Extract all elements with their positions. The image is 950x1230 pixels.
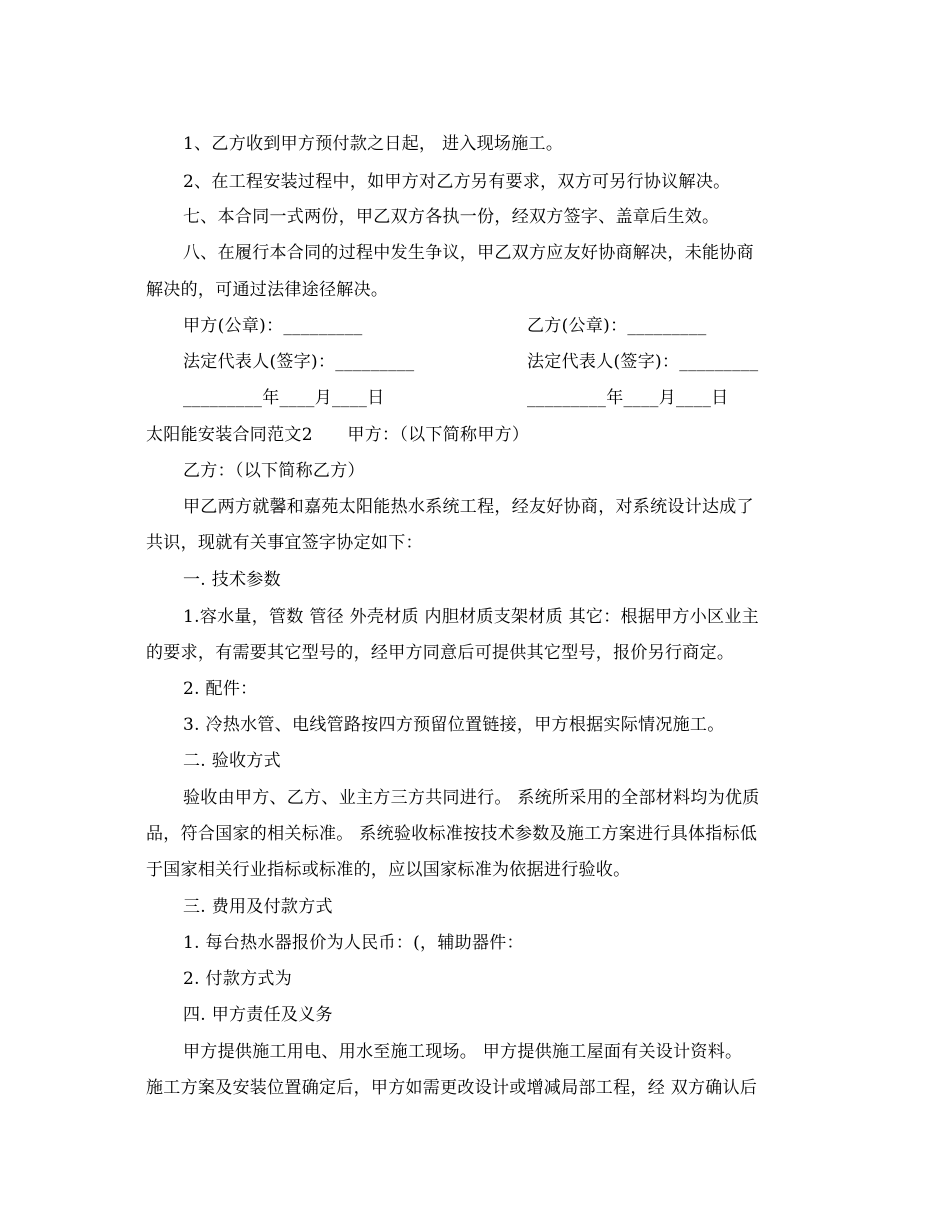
section-2-line-3: 于国家相关行业指标或标准的，应以国家标准为依据进行验收。 — [146, 860, 631, 880]
section-4-line-2: 施工方案及安装位置确定后，甲方如需更改设计或增减局部工程，经 双方确认后 — [146, 1078, 758, 1098]
clause-seven: 七、本合同一式两份，甲乙双方各执一份，经双方签字、盖章后生效。 — [183, 207, 720, 227]
clause-1: 1、乙方收到甲方预付款之日起， 进入现场施工。 — [183, 134, 564, 154]
section-4-heading: 四. 甲方责任及义务 — [183, 1005, 333, 1025]
party-b-seal: 乙方(公章)：_________ — [527, 316, 707, 336]
section-2-line-2: 品，符合国家的相关标准。 系统验收标准按技术参数及施工方案进行具体指标低 — [146, 824, 758, 844]
clause-eight-line-2: 解决的，可通过法律途径解决。 — [146, 280, 389, 300]
party-a-date: _________年____月____日 — [183, 388, 385, 408]
section-1-item-3: 3. 冷热水管、电线管路按四方预留位置链接，甲方根据实际情况施工。 — [183, 715, 725, 735]
section-3-item-1: 1. 每台热水器报价为人民币：(，辅助器件： — [183, 933, 524, 953]
intro-line-1: 甲乙两方就馨和嘉苑太阳能热水系统工程，经友好协商，对系统设计达成了 — [183, 497, 754, 517]
party-b-date: _________年____月____日 — [527, 388, 729, 408]
party-b-intro: 乙方：（以下简称乙方） — [183, 461, 365, 481]
section-3-item-2: 2. 付款方式为 — [183, 969, 293, 989]
section-2-heading: 二. 验收方式 — [183, 751, 281, 771]
section-1-item-1-line-2: 的要求，有需要其它型号的，经甲方同意后可提供其它型号，报价另行商定。 — [146, 643, 735, 663]
section-1-item-2: 2. 配件： — [183, 679, 258, 699]
section-2-line-1: 验收由甲方、乙方、业主方三方共同进行。 系统所采用的全部材料均为优质 — [183, 788, 760, 808]
section-3-heading: 三. 费用及付款方式 — [183, 897, 333, 917]
party-a-representative: 法定代表人(签字)：_________ — [183, 352, 415, 372]
clause-2: 2、在工程安装过程中，如甲方对乙方另有要求，双方可另行协议解决。 — [183, 172, 731, 192]
section-1-heading: 一. 技术参数 — [183, 570, 281, 590]
second-contract-title: 太阳能安装合同范文2 甲方：（以下简称甲方） — [146, 425, 530, 445]
clause-eight-line-1: 八、在履行本合同的过程中发生争议，甲乙双方应友好协商解决，未能协商 — [183, 243, 754, 263]
section-1-item-1-line-1: 1.容水量，管数 管径 外壳材质 内胆材质支架材质 其它：根据甲方小区业主 — [183, 607, 759, 627]
party-a-seal: 甲方(公章)：_________ — [183, 316, 363, 336]
section-4-line-1: 甲方提供施工用电、用水至施工现场。 甲方提供施工屋面有关设计资料。 — [183, 1042, 743, 1062]
party-b-representative: 法定代表人(签字)：_________ — [527, 352, 759, 372]
intro-line-2: 共识，现就有关事宜签字协定如下： — [146, 533, 423, 553]
